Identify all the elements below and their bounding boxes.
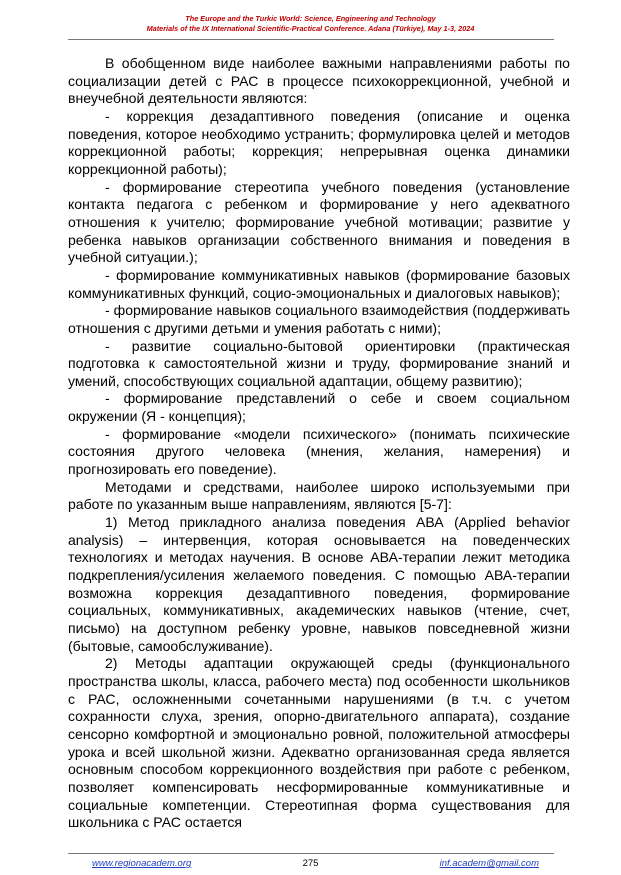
paragraph: В обобщенном виде наиболее важными направлениями работы по социализации детей с РАС в процессе психокоррекционной, учебной и внеучебной деятельности являются: xyxy=(68,55,570,107)
footer-divider xyxy=(68,853,554,854)
list-item: - коррекция дезадаптивного поведения (описание и оценка поведения, которое необходимо устранить; формулировка целей и методов коррекционной работы; коррекция; непрерывная оценка динамики коррекционной работы); xyxy=(68,107,570,177)
list-item: - формирование представлений о себе и своем социальном окружении (Я - концепция); xyxy=(68,390,570,425)
list-item: - формирование навыков социального взаимодействия (поддерживать отношения с другими детьми и умения работать с ними); xyxy=(68,302,570,336)
list-item: - формирование стереотипа учебного поведения (установление контакта педагога с ребенком и формирование у него адекватного отношения к учителю; формирование учебной мотивации; развитие у ребенка навыков организации собственного внимания и поведения в учебной ситуации.); xyxy=(68,178,570,266)
conference-title: The Europe and the Turkic World: Science, Engineering and Technology xyxy=(185,14,436,23)
email-link[interactable]: inf.academ@gmail.com xyxy=(439,858,539,869)
numbered-item: 2) Методы адаптации окружающей среды (функционального пространства школы, класса, рабочего места) под особенности школьников с РАС, осложненными сочетанными нарушениями (в т.ч. с учетом сохранности слуха, зрения, опорно-двигательного аппарата), создание сенсорно комфортной и эмоционально ровной, положительной атмосферы урока и всей школьной жизни. Адекватно организованная среда является основным способом коррекционного воздействия при работе с ребенком, позволяет компенсировать несформированные коммуникативные и социальные компетенции. Стереотипная форма существования для школьника с РАС остается xyxy=(68,655,570,831)
website-link[interactable]: www.regionacadem.org xyxy=(92,858,192,869)
running-header xyxy=(0,14,621,34)
list-item: - формирование коммуникативных навыков (формирование базовых коммуникативных функций, социо-эмоциональных и диалоговых навыков); xyxy=(68,266,570,301)
header-divider xyxy=(68,39,554,40)
article-body xyxy=(68,55,570,832)
numbered-item: 1) Метод прикладного анализа поведения АВА (Applied behavior analysis) – интервенция, которая основывается на поведенческих технологиях и методах научения. В основе АВА-терапии лежит методика подкрепления/усиления желаемого поведения. С помощью АВА-терапии возможна коррекция дезадаптивного поведения, формирование социальных, коммуникативных, академических навыков (чтение, счет, письмо) на доступном ребенку уровне, навыков повседневной жизни (бытовые, самообслуживание). xyxy=(68,514,570,654)
proceedings-line: Materials of the IX International Scientific-Practical Conference. Adana (Türkiye), May 1-3, 2024 xyxy=(146,24,475,33)
list-item: - формирование «модели психического» (понимать психические состояния другого человека (мнения, желания, намерения) и прогнозировать его поведение). xyxy=(68,425,570,478)
page-number: 275 xyxy=(302,858,319,869)
paragraph: Методами и средствами, наиболее широко используемыми при работе по указанным выше направлениям, являются [5-7]: xyxy=(68,478,570,513)
list-item: - развитие социально-бытовой ориентировки (практическая подготовка к самостоятельной жизни и труду, формирование знаний и умений, способствующих социальной адаптации, общему развитию); xyxy=(68,337,570,389)
